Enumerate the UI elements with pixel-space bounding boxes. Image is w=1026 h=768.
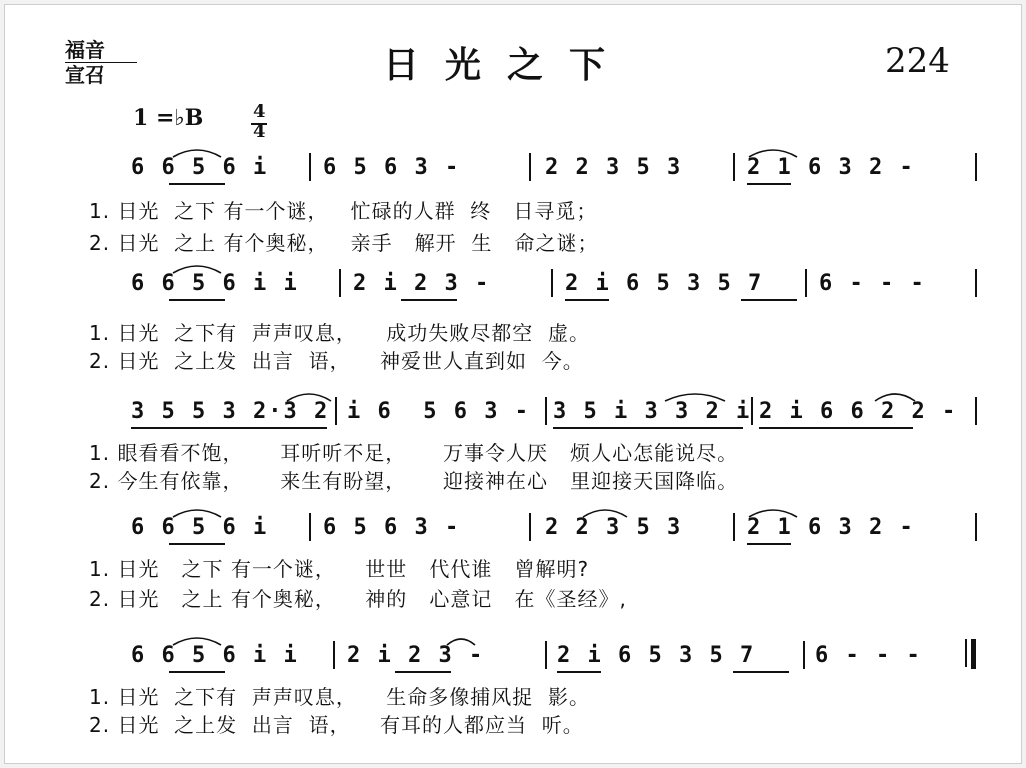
key-signature: 1 =♭B: [133, 105, 204, 131]
measure: 6 - - -: [815, 643, 922, 668]
score-page: [4, 4, 1022, 764]
measure: 2 1 6 3 2 -: [747, 155, 915, 180]
measure: 2 1 6 3 2 -: [747, 515, 915, 540]
lyric-line: 1. 眼看看不饱， 耳听听不足， 万事令人厌 烦人心怎能说尽。: [89, 441, 739, 465]
lyric-line: 2. 日光 之上 有个奥秘， 神的 心意记 在《圣经》,: [89, 587, 627, 611]
lyric-line: 1. 日光 之下有 声声叹息， 生命多像捕风捉 影。: [89, 685, 591, 709]
lyric-line: 1. 日光 之下 有一个谜， 忙碌的人群 终 日寻觅；: [89, 199, 598, 223]
slur: [665, 394, 725, 401]
measure: 6 5 6 3 -: [323, 515, 461, 540]
slur: [749, 510, 797, 517]
fermata: [447, 639, 475, 645]
lyric-line: 1. 日光 之下有 声声叹息， 成功失败尽都空 虚。: [89, 321, 591, 345]
lyric-line: 2. 日光 之上发 出言 语， 神爱世人直到如 今。: [89, 349, 584, 373]
time-signature-top: 4: [253, 101, 266, 122]
measure: 6 6 5 6 i i: [131, 271, 299, 296]
measure: 3 5 5 3 2·3 2: [131, 399, 330, 424]
slur: [173, 150, 221, 157]
lyric-line: 2. 日光 之上 有个奥秘， 亲手 解开 生 命之谜；: [89, 231, 599, 255]
measure: 2 i 6 5 3 5 7: [557, 643, 756, 668]
measure: 6 5 6 3 -: [323, 155, 461, 180]
measure: 6 6 5 6 i: [131, 155, 269, 180]
header-label-bottom: 宣召: [65, 63, 105, 87]
slur: [583, 510, 627, 517]
slur: [173, 510, 221, 517]
measure: 2 i 6 6 2 2 -: [759, 399, 958, 424]
measure: i 6 5 6 3 -: [347, 399, 530, 424]
slur-layer: [5, 5, 1021, 763]
measure: 2 i 2 3 -: [353, 271, 491, 296]
measure: 2 i 6 5 3 5 7: [565, 271, 764, 296]
measure: 2 2 3 5 3: [545, 515, 683, 540]
header-label-top: 福音: [65, 38, 105, 62]
measure: 6 6 5 6 i: [131, 515, 269, 540]
slur: [749, 150, 797, 157]
page-title: 日光之下: [383, 45, 632, 86]
slur: [287, 394, 331, 401]
lyric-line: 1. 日光 之下 有一个谜， 世世 代代谁 曾解明?: [89, 557, 590, 581]
measure: 6 6 5 6 i i: [131, 643, 299, 668]
lyric-line: 2. 日光 之上发 出言 语， 有耳的人都应当 听。: [89, 713, 584, 737]
measure: 2 i 2 3 -: [347, 643, 485, 668]
slur: [875, 394, 915, 401]
lyric-line: 2. 今生有依靠， 来生有盼望， 迎接神在心 里迎接天国降临。: [89, 469, 739, 493]
measure: 3 5 i 3 3 2 i: [553, 399, 752, 424]
measure: 2 2 3 5 3: [545, 155, 683, 180]
measure: 6 - - -: [819, 271, 926, 296]
hymn-number: 224: [885, 41, 950, 81]
time-signature-bottom: 4: [253, 121, 266, 142]
slur: [173, 638, 221, 645]
slur: [173, 266, 221, 273]
